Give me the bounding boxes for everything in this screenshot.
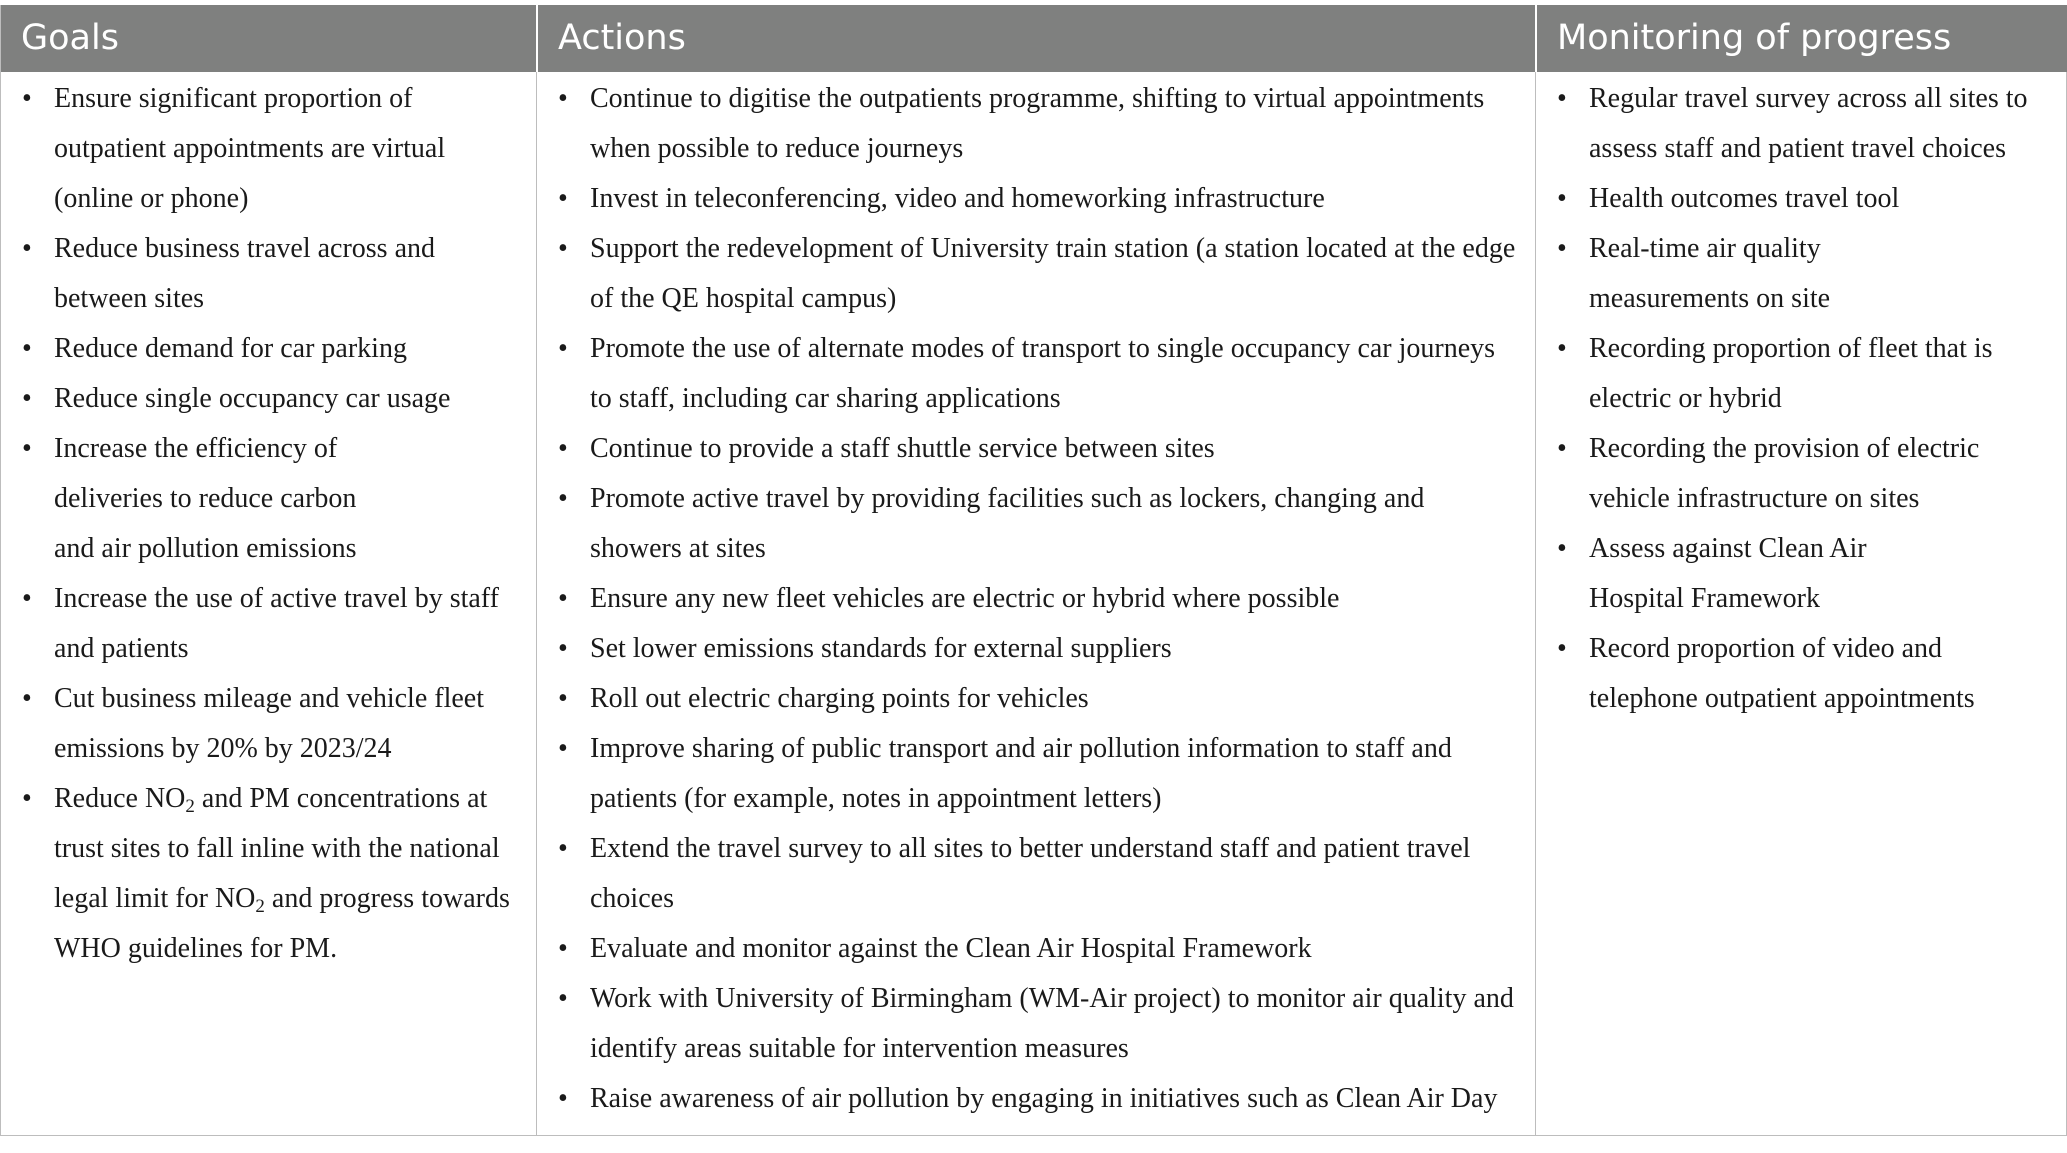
goal-item: • Increase the use of active travel by staff and patients <box>1 574 536 674</box>
actions-list <box>537 74 1535 1124</box>
goal-no2-text-2: and PM concentrations at trust sites to fall inline with the national legal limit for NO <box>54 783 500 914</box>
action-item: • Evaluate and monitor against the Clean Air Hospital Framework <box>537 924 1535 974</box>
monitoring-item: • Recording the provision of electric vehicle infrastructure on sites <box>1536 424 2067 524</box>
action-item: • Set lower emissions standards for external suppliers <box>537 624 1535 674</box>
monitoring-item: • Regular travel survey across all sites to assess staff and patient travel choices <box>1536 74 2067 174</box>
goal-no2-text-1: Reduce NO <box>54 783 186 814</box>
action-item: • Continue to provide a staff shuttle service between sites <box>537 424 1535 474</box>
action-item: • Support the redevelopment of University train station (a station located at the edge of the QE hospital campus) <box>537 224 1535 324</box>
action-item: • Ensure any new fleet vehicles are electric or hybrid where possible <box>537 574 1535 624</box>
action-item: • Promote active travel by providing facilities such as lockers, changing and showers at sites <box>537 474 1535 574</box>
monitoring-item: • Real-time air quality measurements on site <box>1536 224 2067 324</box>
goal-item: • Reduce business travel across and between sites <box>1 224 536 324</box>
monitoring-item: • Record proportion of video and telephone outpatient appointments <box>1536 624 2067 724</box>
goal-item: • Reduce single occupancy car usage <box>1 374 536 424</box>
goal-item: • Ensure significant proportion of outpatient appointments are virtual (online or phone) <box>1 74 536 224</box>
monitoring-item: • Recording proportion of fleet that is electric or hybrid <box>1536 324 2067 424</box>
monitoring-list <box>1536 74 2067 724</box>
goal-item-no2 <box>1 774 536 974</box>
goals-cell <box>1 72 536 1135</box>
goal-item: • Cut business mileage and vehicle fleet emissions by 20% by 2023/24 <box>1 674 536 774</box>
action-item: • Promote the use of alternate modes of transport to single occupancy car journeys to staff, including car sharing applications <box>537 324 1535 424</box>
actions-cell <box>536 72 1535 1135</box>
goal-item: • Increase the efficiency of deliveries to reduce carbon and air pollution emissions <box>1 424 536 574</box>
action-item: • Raise awareness of air pollution by engaging in initiatives such as Clean Air Day <box>537 1074 1535 1124</box>
action-item: • Roll out electric charging points for vehicles <box>537 674 1535 724</box>
header-actions: Actions <box>536 5 1535 72</box>
goal-no2-text-3: and progress towards WHO guidelines for PM. <box>54 883 510 964</box>
monitoring-item: • Assess against Clean Air Hospital Framework <box>1536 524 2067 624</box>
monitoring-item: • Health outcomes travel tool <box>1536 174 2067 224</box>
header-monitoring: Monitoring of progress <box>1535 5 2067 72</box>
monitoring-cell <box>1535 72 2067 1135</box>
goals-list <box>1 74 536 974</box>
goal-no2-subscript-2: 2 <box>255 896 265 917</box>
header-goals: Goals <box>1 5 536 72</box>
goals-actions-monitoring-table <box>0 5 2067 1136</box>
goal-item: • Reduce demand for car parking <box>1 324 536 374</box>
action-item: • Extend the travel survey to all sites to better understand staff and patient travel choices <box>537 824 1535 924</box>
action-item: • Invest in teleconferencing, video and homeworking infrastructure <box>537 174 1535 224</box>
action-item: • Improve sharing of public transport and air pollution information to staff and patients (for example, notes in appointment letters) <box>537 724 1535 824</box>
goal-no2-subscript-1: 2 <box>185 796 195 817</box>
action-item: • Work with University of Birmingham (WM-Air project) to monitor air quality and identify areas suitable for intervention measures <box>537 974 1535 1074</box>
action-item: • Continue to digitise the outpatients programme, shifting to virtual appointments when possible to reduce journeys <box>537 74 1535 174</box>
